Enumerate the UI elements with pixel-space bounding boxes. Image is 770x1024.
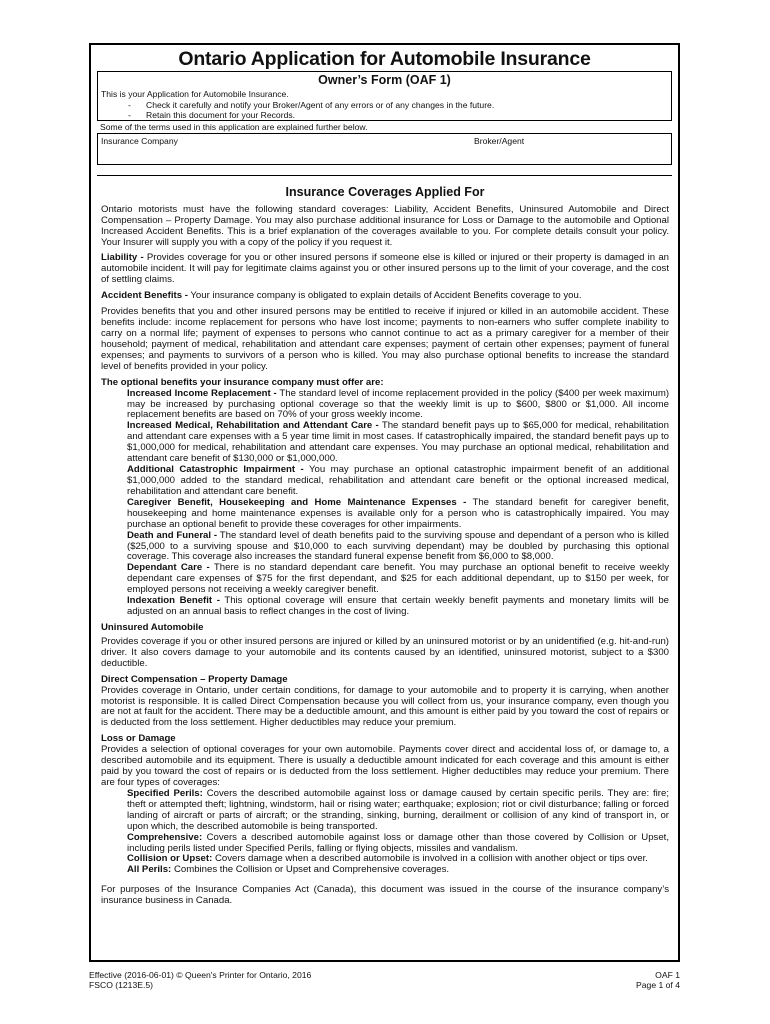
loss-type: Collision or Upset: Covers damage when a described automobile is involved in a collision with another object or tips over. bbox=[127, 853, 648, 865]
form-frame bbox=[89, 43, 680, 962]
footer-right bbox=[636, 970, 680, 990]
optional-benefit: Increased Medical, Rehabilitation and Attendant Care - The standard benefit pays up to $65,000 for medical, rehabilitation and attendant care expenses with a 5 year time limit in most cases. If catastrophically impaired, the standard benefit pays up to $1,000,000 for medical, rehabilitation and attendant care expenses. You may purchase an optional medical, rehabilitation and attendant care benefit of $130,000 or $1,000,000. bbox=[127, 420, 669, 465]
optional-benefit: Death and Funeral - The standard level of death benefits paid to the surviving spouse and dependant of a person who is killed ($25,000 to a surviving spouse and $10,000 to each surviving dependant) may be doubled by purchasing this optional coverage. This coverage also increases the standard funeral expense benefit from $6,000 to $8,000. bbox=[127, 529, 669, 563]
loss-heading: Loss or Damage bbox=[101, 733, 176, 745]
optional-benefit: Dependant Care - There is no standard dependant care benefit. You may purchase an optional benefit to receive weekly dependant care expenses of $75 for the first dependant, and $25 for each additional dependant, up to $150 per week, for employed persons not receiving a weekly caregiver benefit. bbox=[127, 562, 669, 596]
page-title: Ontario Application for Automobile Insurance bbox=[178, 48, 591, 70]
uninsured-text: Provides coverage if you or other insured persons are injured or killed by an uninsured motorist or by an unidentified (e.g. hit-and-run) driver. It also covers damage to your automobile and its contents caused by an identified, uninsured motorist, subject to a $300 deductible. bbox=[101, 635, 669, 669]
loss-type: Comprehensive: Covers a described automobile against loss or damage other than those covered by Collision or Upset, including perils listed under Specified Perils, falling or flying objects, missiles and vandalism. bbox=[127, 831, 669, 854]
uninsured-heading: Uninsured Automobile bbox=[101, 621, 204, 633]
coverages-heading: Insurance Coverages Applied For bbox=[285, 184, 485, 199]
intro-bullet: - Retain this document for your Records. bbox=[128, 109, 296, 120]
intro-bullet: - Check it carefully and notify your Broker/Agent of any errors or of any changes in the future. bbox=[128, 99, 495, 110]
company-broker-row bbox=[97, 134, 672, 165]
footer-form-code: OAF 1 bbox=[655, 970, 680, 980]
direct-heading: Direct Compensation – Property Damage bbox=[101, 673, 288, 685]
broker-agent-label: Broker/Agent bbox=[474, 135, 525, 146]
benefits-description: Provides benefits that you and other insured persons may be entitled to receive if injured or killed in an automobile accident. These benefits include: income replacement for persons who have lost income; payments to non-earners who suffer complete inability to carry on a normal life; payment of expenses to persons who cannot continue to act as a primary caregiver for a member of their household; payment of medical, rehabilitation and attendant care expenses; payment of certain other expenses; payment of funeral expenses; and payments to survivors of a person who is killed. You may also purchase optional benefits to increase the standard level of benefits provided in your policy. bbox=[101, 306, 669, 372]
footer-effective: Effective (2016-06-01) © Queen's Printer for Ontario, 2016 bbox=[89, 970, 312, 980]
loss-type: All Perils: Combines the Collision or Upset and Comprehensive coverages. bbox=[127, 864, 450, 876]
intro-text: This is your Application for Automobile Insurance. bbox=[101, 89, 289, 100]
loss-text: Provides a selection of optional coverages for your own automobile. Payments cover direct and accidental loss of, or damage to, a described automobile and its equipment. There is usually a deductible amount indicated for each coverage and this amount is either paid by you toward the cost of repairs or is deducted from the loss settlement. Higher deductibles may reduce your premium. There are four types of coverages: bbox=[101, 744, 669, 788]
insurance-company-label: Insurance Company bbox=[101, 135, 178, 146]
optional-benefit: Indexation Benefit - This optional coverage will ensure that certain weekly benefit payments and monetary limits will be adjusted on an annual basis to reflect changes in the cost of living. bbox=[127, 595, 670, 618]
header-box bbox=[97, 71, 672, 120]
optional-benefit: Caregiver Benefit, Housekeeping and Home Maintenance Expenses - The standard benefit for caregiver benefit, housekeeping and home maintenance expenses is available only for a person who is catastrophically impaired. You may purchase an optional benefit to provide these coverages for other impairments. bbox=[127, 496, 670, 530]
closing-text: For purposes of the Insurance Companies Act (Canada), this document was issued in the course of the insurance company’s insurance business in Canada. bbox=[101, 884, 669, 907]
coverages-intro: Ontario motorists must have the following standard coverages: Liability, Accident Benefits, Uninsured Automobile and Direct Compensation – Property Damage. You may also purchase additional insurance for Loss or Damage to the automobile and Optional Increased Accident Benefits. This is a brief explanation of the coverages available to you. For complete details consult your policy. Your Insurer will supply you with a copy of the policy if you request it. bbox=[101, 203, 669, 248]
terms-note: Some of the terms used in this application are explained further below. bbox=[97, 120, 672, 134]
liability-para: Liability - Provides coverage for you or other insured persons if someone else is killed or injured or their property is damaged in an automobile incident. It will pay for legitimate claims against you or other insured persons up to the limit of your coverage, and the cost of settling claims. bbox=[101, 252, 669, 286]
form-subtitle: Owner’s Form (OAF 1) bbox=[318, 73, 451, 87]
optional-benefits-list bbox=[127, 389, 669, 618]
coverages-section bbox=[97, 175, 672, 908]
loss-type: Specified Perils: Covers the described automobile against loss or damage caused by certain specific perils. They are: fire; theft or attempted theft; lightning, windstorm, hail or rising water; earthquake; explosion; riot or civil disturbance; falling or forced landing of aircraft or parts of aircraft; or the stranding, sinking, burning, derailment or collision of any kind of transport in, or upon which, the described automobile is being transported. bbox=[127, 787, 670, 832]
footer-page-number: Page 1 of 4 bbox=[636, 980, 680, 990]
accident-benefits-para: Accident Benefits - Your insurance company is obligated to explain details of Accident Benefits coverage to you. bbox=[101, 290, 582, 302]
optional-benefit: Increased Income Replacement - The standard level of income replacement provided in the policy ($400 per week maximum) may be increased by purchasing optional coverage so that the weekly limit is up to $600, $800 or $1,000. All income replacement benefits are based on 70% of your gross weekly income. bbox=[127, 387, 670, 421]
loss-types-list bbox=[127, 789, 669, 876]
direct-text: Provides coverage in Ontario, under certain conditions, for damage to your automobile and to property it is carrying, when another motorist is responsible. It is called Direct Compensation because you will collect from us, your insurance company, even though you are not at fault for the accident. There may be a deductible amount, and this amount is either paid by you toward the cost of repairs or is deducted from the loss settlement. Higher deductibles may reduce your premium. bbox=[101, 684, 669, 729]
optional-benefit: Additional Catastrophic Impairment - You may purchase an optional catastrophic impairment benefit of an additional $1,000,000 added to the standard medical, rehabilitation and attendant care benefit or the optional increased medical, rehabilitation and attendant care benefit. bbox=[127, 464, 669, 497]
intro-bullets bbox=[128, 100, 671, 120]
optional-heading: The optional benefits your insurance company must offer are: bbox=[101, 376, 384, 388]
footer-fsco: FSCO (1213E.5) bbox=[89, 980, 153, 990]
footer-left bbox=[89, 970, 311, 990]
